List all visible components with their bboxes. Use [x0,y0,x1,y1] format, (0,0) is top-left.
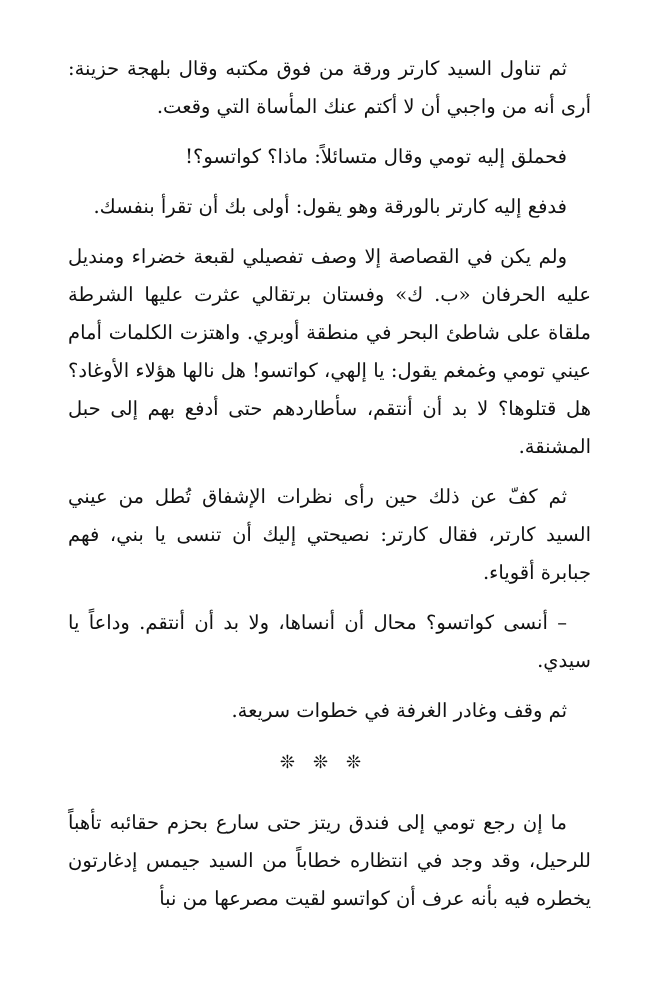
paragraph-carter-paper: ثم تناول السيد كارتر ورقة من فوق مكتبه وقال بلهجة حزينة: أرى أنه من واجبي أن لا أكتم عنك المأساة التي وقعت. [68,57,591,118]
paragraph-tommy-leaves: ثم وقف وغادر الغرفة في خطوات سريعة. [231,699,567,722]
paragraph-tommy-question: فحملق إليه تومي وقال متسائلاً: ماذا؟ كواتسو؟! [185,145,567,168]
separator-star-icon: ❊ [279,752,313,773]
separator-star-icon: ❊ [346,752,380,773]
paragraph-carter-advice: ثم كفّ عن ذلك حين رأى نظرات الإشفاق تُطل من عيني السيد كارتر، فقال كارتر: نصيحتي إليك أن تنسى يا بني، فهم جبابرة أقوياء. [68,485,591,584]
paragraph-clipping-description: ولم يكن في القصاصة إلا وصف تفصيلي لقبعة خضراء ومنديل عليه الحرفان «ب. ك» وفستان برتقالي عثرت عليها الشرطة ملقاة على شاطئ البحر في منطقة أوبري. واهتزت الكلمات أمام عيني تومي وغمغم يقول: يا إلهي، كواتسو! هل نالها هؤلاء الأوغاد؟ هل قتلوها؟ لا بد أن أنتقم، سأطاردهم حتى أدفع بهم إلى حبل المشنقة. [68,245,591,458]
paragraph-carter-hands-paper: فدفع إليه كارتر بالورقة وهو يقول: أولى بك أن تقرأ بنفسك. [93,195,567,218]
section-separator [68,744,591,782]
separator-star-icon: ❊ [312,752,347,773]
paragraph-tommy-reply: – أنسى كواتسو؟ محال أن أنساها، ولا بد أن أنتقم. وداعاً يا سيدي. [68,611,591,672]
paragraph-ritz-hotel: ما إن رجع تومي إلى فندق ريتز حتى سارع بحزم حقائبه تأهباً للرحيل، وقد وجد في انتظاره خطاباً من السيد جيمس إدغارتون يخطره فيه بأنه عرف أن كواتسو لقيت مصرعها من نبأ [68,811,591,910]
